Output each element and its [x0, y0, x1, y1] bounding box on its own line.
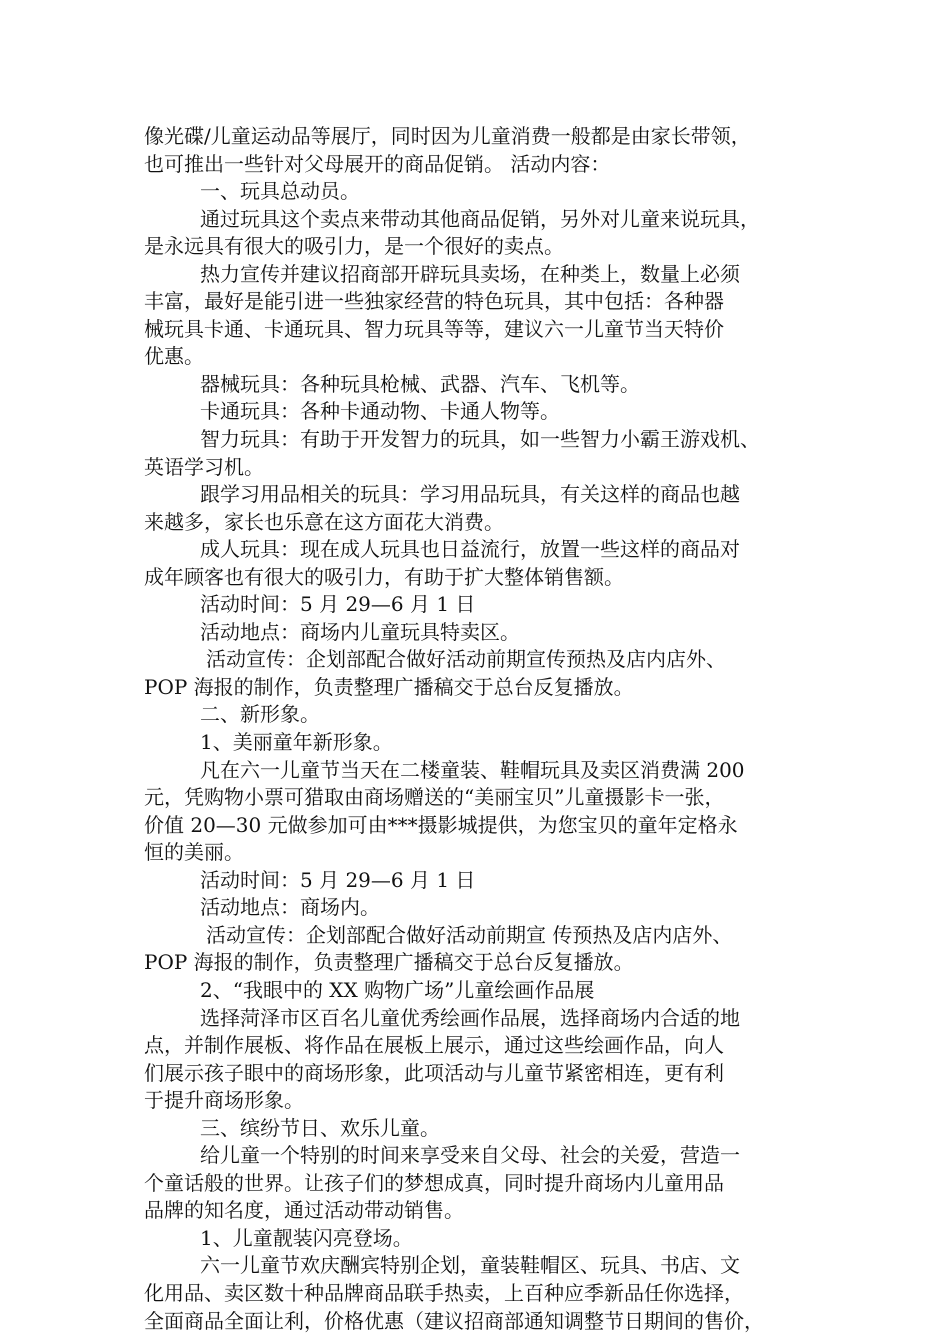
text-line: 们展示孩子眼中的商场形象，此项活动与儿童节紧密相连，更有利: [144, 1060, 724, 1085]
text-line: 英语学习机。: [144, 454, 264, 479]
text-line: 跟学习用品相关的玩具：学习用品玩具，有关这样的商品也越: [200, 482, 740, 507]
text-line: 像光碟/儿童运动品等展厅，同时因为儿童消费一般都是由家长带领，: [144, 124, 751, 148]
text-line: 活动地点：商场内。: [200, 895, 380, 920]
text-line: 选择菏泽市区百名儿童优秀绘画作品展，选择商场内合适的地: [200, 1005, 740, 1030]
text-line: 凡在六一儿童节当天在二楼童装、鞋帽玩具及卖区消费满 200: [200, 757, 745, 782]
text-line: 通过玩具这个卖点来带动其他商品促销，另外对儿童来说玩具，: [200, 206, 760, 231]
subsection-heading: 1、美丽童年新形象。: [200, 730, 393, 755]
subsection-heading: 1、儿童靓装闪亮登场。: [200, 1225, 413, 1250]
section-heading: 一、玩具总动员。: [200, 179, 360, 204]
text-line: 来越多，家长也乐意在这方面花大消费。: [144, 509, 504, 534]
text-line: 械玩具卡通、卡通玩具、智力玩具等等，建议六一儿童节当天特价: [144, 316, 724, 341]
section-heading: 三、缤纷节日、欢乐儿童。: [200, 1115, 440, 1140]
text-line: 成人玩具：现在成人玩具也日益流行，放置一些这样的商品对: [200, 537, 740, 562]
subsection-heading: 2、“我眼中的 XX 购物广场”儿童绘画作品展: [200, 977, 595, 1002]
text-line: 于提升商场形象。: [144, 1088, 304, 1113]
text-line: POP 海报的制作，负责整理广播稿交于总台反复播放。: [144, 674, 634, 699]
text-line: 活动地点：商场内儿童玩具特卖区。: [200, 619, 520, 644]
text-line: 智力玩具：有助于开发智力的玩具，如一些智力小霸王游戏机、: [200, 427, 760, 452]
text-line: 个童话般的世界。让孩子们的梦想成真，同时提升商场内儿童用品: [144, 1170, 724, 1195]
text-line: 点，并制作展板、将作品在展板上展示，通过这些绘画作品，向人: [144, 1033, 724, 1058]
text-line: 卡通玩具：各种卡通动物、卡通人物等。: [200, 399, 560, 424]
text-line: 活动时间：5 月 29—6 月 1 日: [200, 867, 476, 892]
section-heading: 二、新形象。: [200, 702, 320, 727]
text-line: 成年顾客也有很大的吸引力，有助于扩大整体销售额。: [144, 564, 624, 589]
text-line: 活动宣传：企划部配合做好活动前期宣 传预热及店内店外、: [206, 922, 733, 947]
text-line: 活动宣传：企划部配合做好活动前期宣传预热及店内店外、: [206, 647, 726, 672]
text-line: 活动时间：5 月 29—6 月 1 日: [200, 592, 476, 617]
text-line: 丰富，最好是能引进一些独家经营的特色玩具，其中包括：各种器: [144, 289, 724, 314]
text-line: 给儿童一个特别的时间来享受来自父母、社会的关爱，营造一: [200, 1143, 740, 1168]
text-line: 元，凭购物小票可猎取由商场赠送的“美丽宝贝”儿童摄影卡一张，: [144, 785, 725, 810]
text-line: 热力宣传并建议招商部开辟玩具卖场，在种类上，数量上必须: [200, 261, 740, 286]
text-line: 全面商品全面让利，价格优惠（建议招商部通知调整节日期间的售价，: [144, 1308, 764, 1333]
text-line: 化用品、卖区数十种品牌商品联手热卖，上百种应季新品任你选择，: [144, 1280, 744, 1305]
text-line: 六一儿童节欢庆酬宾特别企划，童装鞋帽区、玩具、书店、文: [200, 1253, 740, 1278]
text-line: 器械玩具：各种玩具枪械、武器、汽车、飞机等。: [200, 371, 640, 396]
text-line: 也可推出一些针对父母展开的商品促销。 活动内容：: [144, 151, 611, 176]
text-line: 是永远具有很大的吸引力，是一个很好的卖点。: [144, 234, 564, 259]
text-line: 价值 20—30 元做参加可由***摄影城提供，为您宝贝的童年定格永: [144, 812, 738, 837]
text-line: 恒的美丽。: [144, 840, 244, 865]
text-line: POP 海报的制作，负责整理广播稿交于总台反复播放。: [144, 950, 634, 975]
text-line: 品牌的知名度，通过活动带动销售。: [144, 1198, 464, 1223]
text-line: 优惠。: [144, 344, 204, 369]
